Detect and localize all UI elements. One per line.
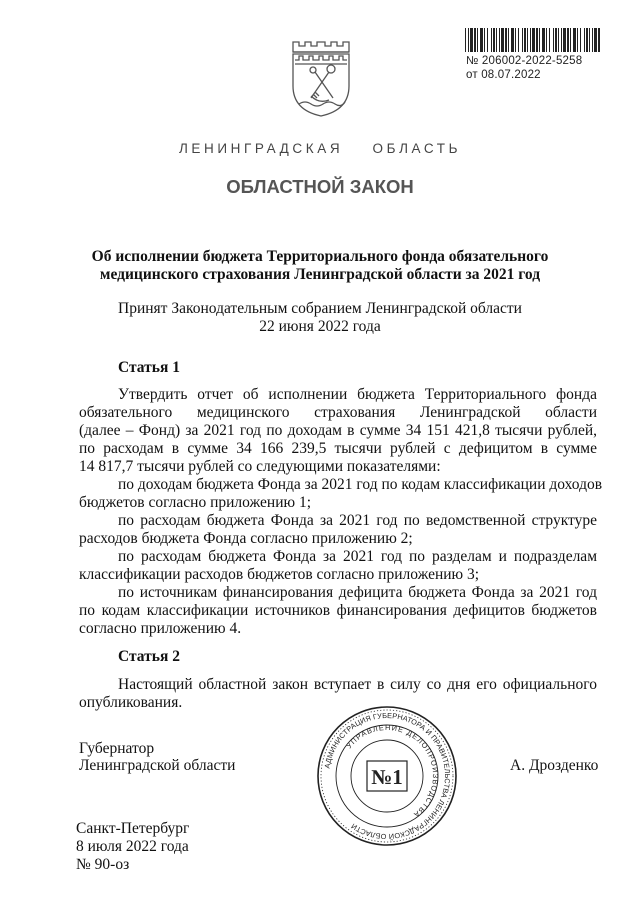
barcode-bar [558,28,559,52]
barcode-bar [589,28,590,52]
barcode-bar [501,28,504,52]
barcode-bar [491,28,492,52]
registration-date: от 08.07.2022 [466,69,541,81]
barcode-bar [487,28,488,52]
barcode-bar [546,28,547,52]
article-1-text-line: 14 817,7 тысячи рублей со следующими показателями: [79,458,441,475]
article-1-text-line: Утвердить отчет об исполнении бюджета Территориального фонда [118,386,597,403]
adoption-line: Принят Законодательным собранием Ленинградской области [118,300,522,317]
article-1-text-line: по источникам финансирования дефицита бюджета Фонда за 2021 год [118,584,597,601]
signatory-position: Губернатор [79,740,155,757]
barcode-bar [524,28,526,52]
barcode [465,28,603,52]
barcode-bar [499,28,500,52]
signatory-position: Ленинградской области [79,757,236,774]
region-name: ЛЕНИНГРАДСКАЯ ОБЛАСТЬ [178,141,462,156]
signing-date: 8 июля 2022 года [76,838,189,855]
article-1-text-line: обязательного медицинского страхования Ленинградской области [79,404,597,421]
article-2-text-line: Настоящий областной закон вступает в силу со дня его официального [118,676,597,693]
barcode-bar [584,28,585,52]
barcode-bar [577,28,578,52]
article-1-heading: Статья 1 [118,359,180,376]
barcode-bar [553,28,554,52]
barcode-bar [580,28,581,52]
law-number: № 90-оз [76,856,130,873]
barcode-bar [561,28,562,52]
barcode-bar [594,28,597,52]
article-1-text-line: согласно приложению 4. [79,620,242,637]
article-1-text-line: расходов бюджета Фонда согласно приложению 2; [79,530,413,547]
stamp-number: №1 [371,765,403,789]
barcode-bar [515,28,516,52]
article-1-text-line: (далее – Фонд) за 2021 год по доходам в сумме 34 151 421,8 тысячи рублей, [79,422,597,439]
barcode-bar [563,28,566,52]
article-1-text-line: классификации расходов бюджетов согласно приложению 3; [79,566,480,583]
barcode-bar [536,28,538,52]
law-type: ОБЛАСТНОЙ ЗАКОН [226,176,414,197]
barcode-bar [518,28,519,52]
signatory-name: А. Дрозденко [510,757,599,774]
article-1-text-line: по расходам бюджета Фонда за 2021 год по ведомственной структуре [118,512,597,529]
barcode-bar [470,28,473,52]
barcode-bar [484,28,485,52]
barcode-bar [598,28,600,52]
barcode-bar [522,28,523,52]
barcode-bar [511,28,514,52]
adoption-line: 22 июня 2022 года [259,318,381,335]
barcode-bar [493,28,495,52]
barcode-bar [573,28,576,52]
barcode-bar [468,28,469,52]
article-1-text-line: по доходам бюджета Фонда за 2021 год по кодам классификации доходов [118,476,603,493]
barcode-bar [570,28,571,52]
barcode-bar [542,28,545,52]
law-title-line: Об исполнении бюджета Территориального фонда обязательного [91,248,549,265]
article-1-text-line: по кодам классификации источников финансирования дефицитов бюджетов [79,602,597,619]
barcode-bar [567,28,569,52]
registration-number: № 206002-2022-5258 [466,55,583,67]
barcode-bar [530,28,531,52]
barcode-bar [539,28,540,52]
article-1-text-line: бюджетов согласно приложению 1; [79,494,312,511]
barcode-bar [496,28,497,52]
barcode-bar [549,28,550,52]
barcode-bar [555,28,557,52]
article-2-heading: Статья 2 [118,648,180,665]
stamp-outer-text: АДМИНИСТРАЦИЯ ГУБЕРНАТОРА И ПРАВИТЕЛЬСТВА ЛЕНИНГРАДСКОЙ ОБЛАСТИ [322,710,453,842]
article-2-text-line: опубликования. [79,694,183,711]
barcode-bar [527,28,528,52]
coat-of-arms-emblem [289,38,353,118]
barcode-bar [532,28,535,52]
barcode-bar [586,28,588,52]
stamp-inner-text: УПРАВЛЕНИЕ ДЕЛОПРОИЗВОДСТВА [344,722,441,820]
article-1-text-line: по расходам бюджета Фонда за 2021 год по разделам и подразделам [118,548,597,565]
barcode-bar [477,28,478,52]
barcode-bar [480,28,483,52]
article-1-text-line: по расходам в сумме 34 166 239,5 тысячи рублей с дефицитом в сумме [79,440,597,457]
official-stamp [316,705,458,847]
barcode-bar [508,28,509,52]
signing-place: Санкт-Петербург [76,820,190,837]
barcode-bar [505,28,507,52]
barcode-bar [592,28,593,52]
barcode-bar [465,28,466,52]
barcode-bar [474,28,476,52]
law-title-line: медицинского страхования Ленинградской области за 2021 год [99,266,541,283]
